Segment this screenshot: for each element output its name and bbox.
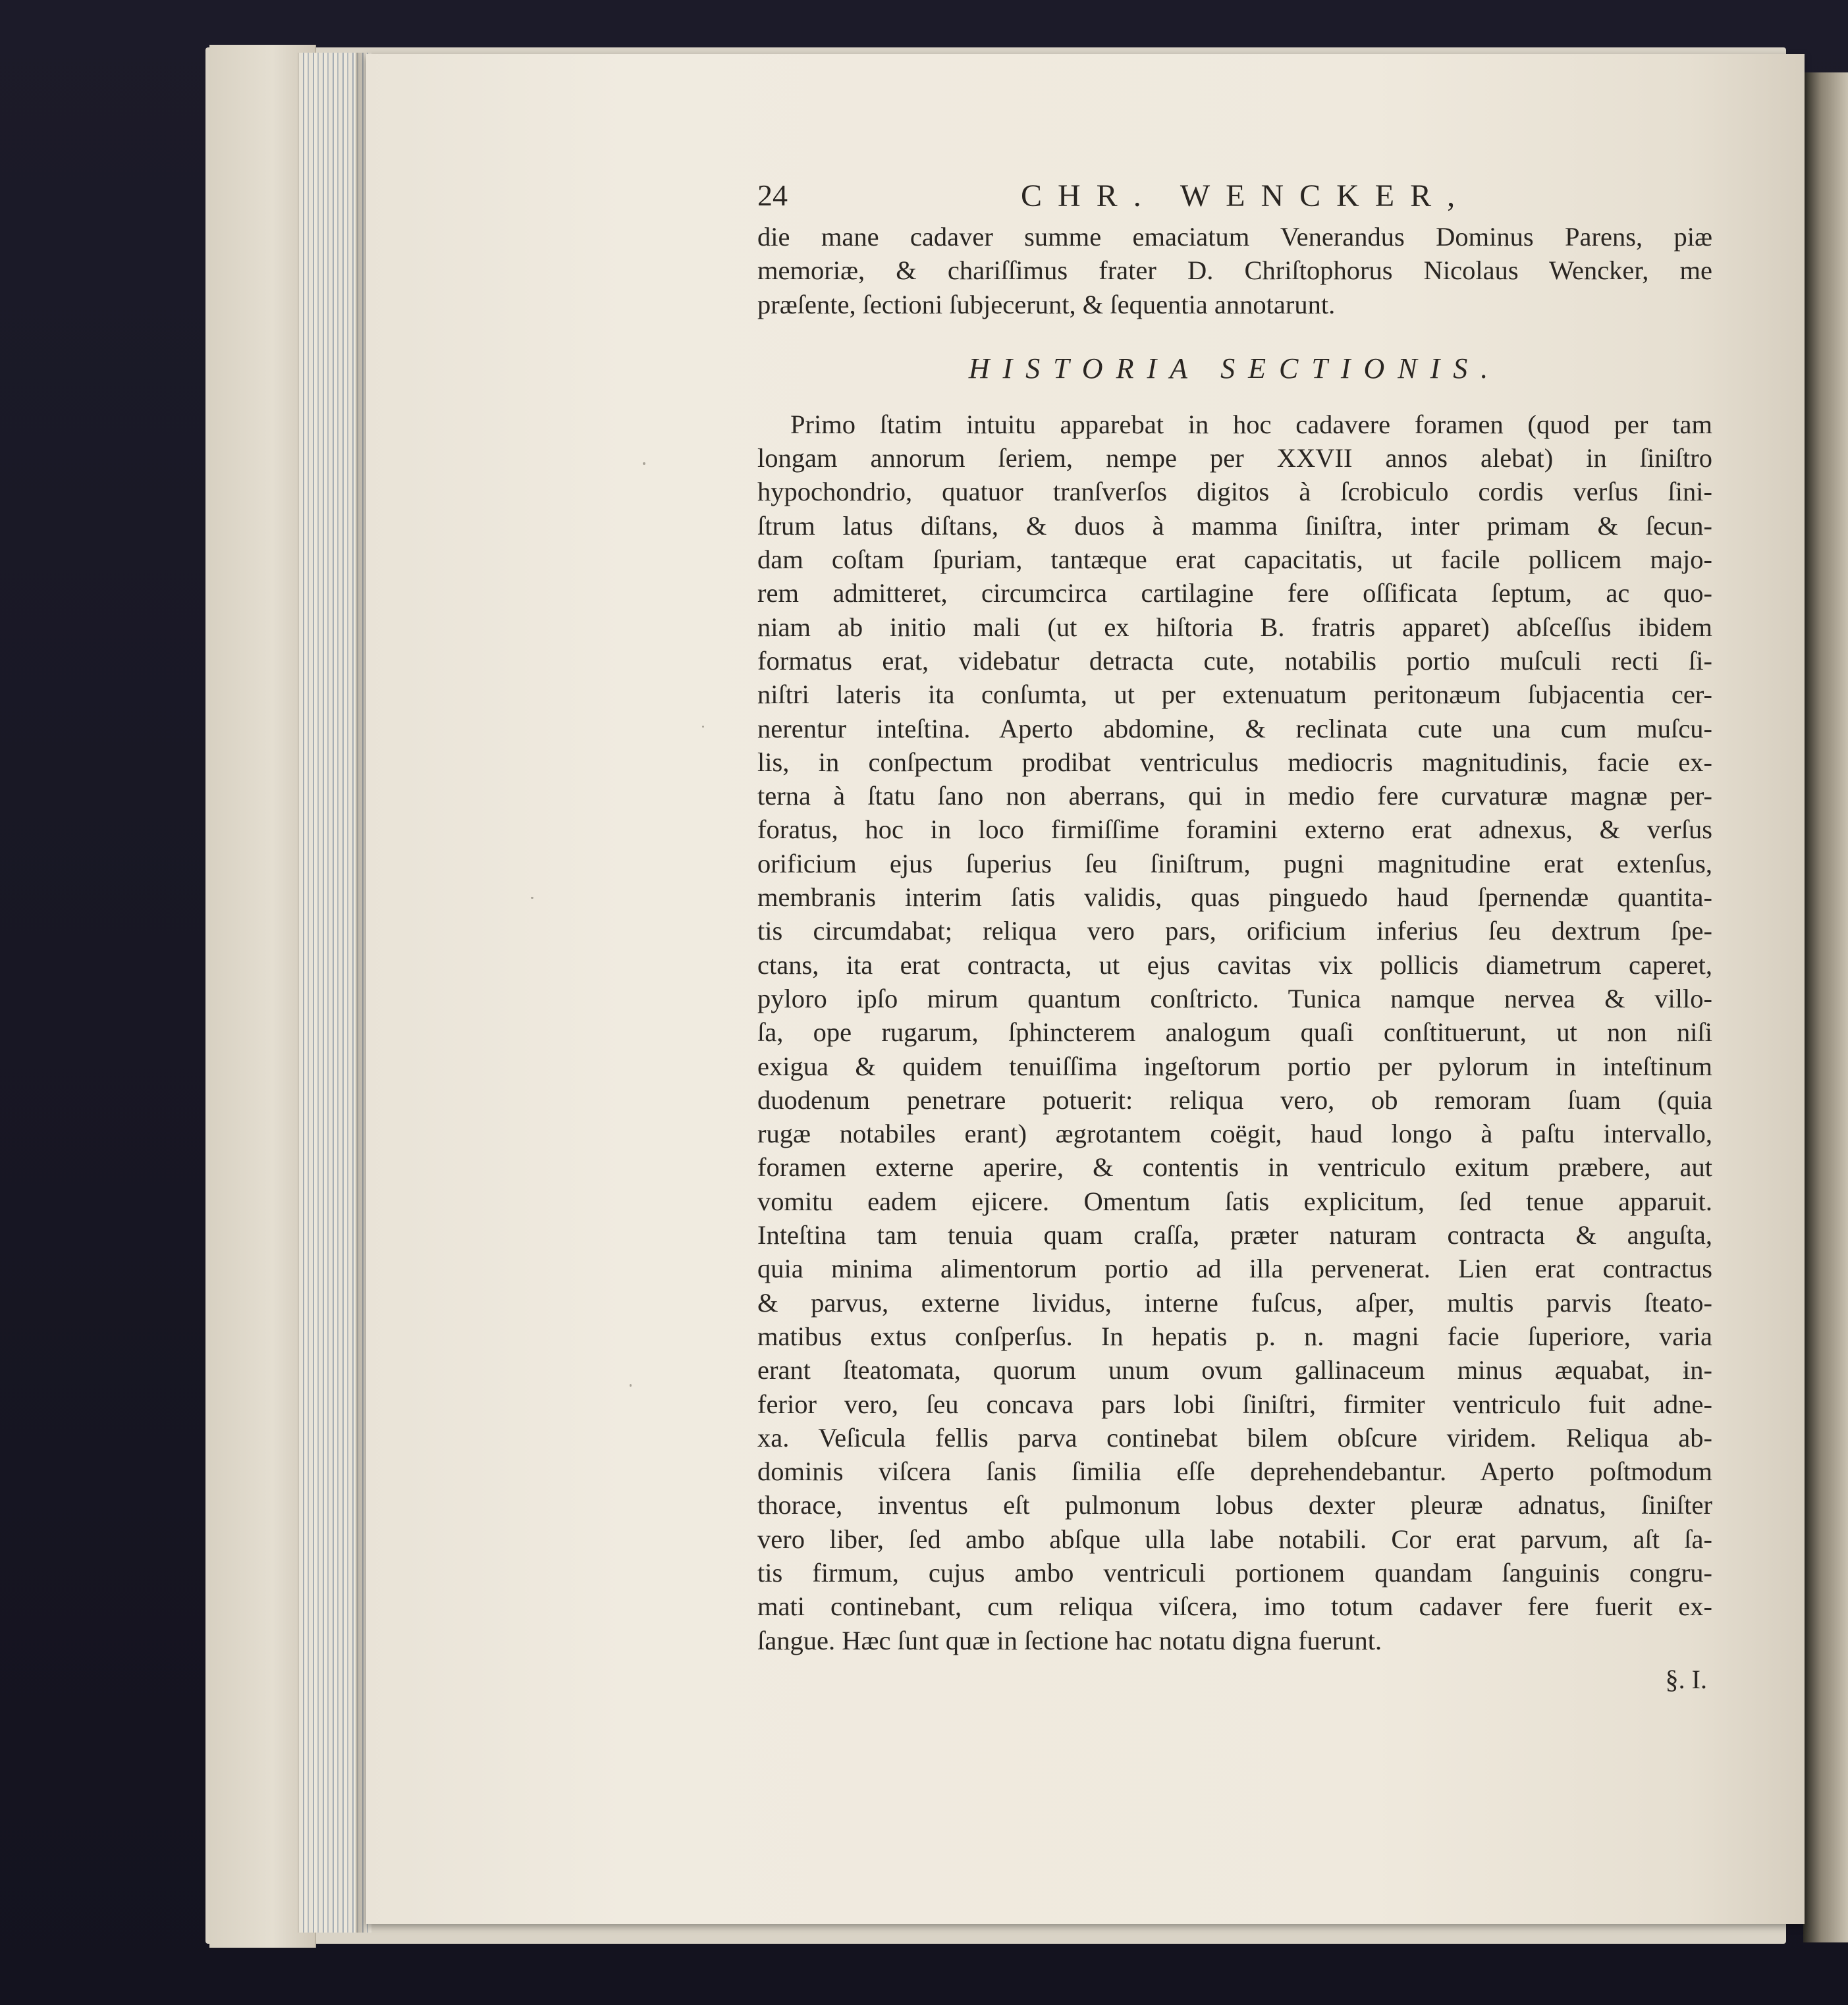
- text-line: dominis viſcera ſanis ſimilia eſſe deprehendebantur. Aperto poſtmodum: [757, 1457, 1712, 1487]
- text-line: duodenum penetrare potuerit: reliqua vero, ob remoram ſuam (quia: [757, 1084, 1712, 1115]
- text-line: niam ab initio mali (ut ex hiſtoria B. fratris apparet) abſceſſus ibidem: [757, 612, 1712, 642]
- text-line: ſa, ope rugarum, ſphincterem analogum quaſi conſtituerunt, ut non niſi: [757, 1017, 1712, 1048]
- text-line: terna à ſtatu ſano non aberrans, qui in medio fere curvaturæ magnæ per-: [757, 781, 1712, 811]
- text-line: & parvus, externe lividus, interne fuſcus, aſper, multis parvis ſteato-: [757, 1287, 1712, 1318]
- text-line: vero liber, ſed ambo abſque ulla labe notabili. Cor erat parvum, aſt ſa-: [757, 1524, 1712, 1554]
- text-line: xa. Veſicula fellis parva continebat bilem obſcure viridem. Reliqua ab-: [757, 1422, 1712, 1453]
- text-line: hypochondrio, quatuor tranſverſos digitos à ſcrobiculo cordis verſus ſini-: [757, 477, 1712, 507]
- text-line: Primo ſtatim intuitu apparebat in hoc cadavere foramen (quod per tam: [790, 409, 1712, 439]
- text-line: die mane cadaver summe emaciatum Venerandus Dominus Parens, piæ: [757, 222, 1712, 252]
- text-line: lis, in conſpectum prodibat ventriculus mediocris magnitudinis, facie ex-: [757, 747, 1712, 777]
- text-line: nerentur inteſtina. Aperto abdomine, & reclinata cute una cum muſcu-: [757, 713, 1712, 743]
- running-title: CHR. WENCKER,: [1021, 178, 1471, 213]
- text-line: rugæ notabiles erant) ægrotantem coëgit, haud longo à paſtu intervallo,: [757, 1119, 1712, 1149]
- paper-speck: [531, 897, 533, 899]
- text-line: pyloro ipſo mirum quantum conſtricto. Tunica namque nervea & villo-: [757, 983, 1712, 1013]
- text-line: orificium ejus ſuperius ſeu ſiniſtrum, pugni magnitudine erat extenſus,: [757, 848, 1712, 878]
- text-line: ſangue. Hæc ſunt quæ in ſectione hac notatu digna fuerunt.: [757, 1625, 1382, 1655]
- text-line: mati continebant, cum reliqua viſcera, imo totum cadaver fere fuerit ex-: [757, 1591, 1712, 1622]
- paper-speck: [630, 1384, 632, 1387]
- text-line: membranis interim ſatis validis, quas pinguedo haud ſpernendæ quantita-: [757, 882, 1712, 913]
- text-line: foratus, hoc in loco firmiſſime foramini externo erat adnexus, & verſus: [757, 815, 1712, 845]
- text-line: rem admitteret, circumcirca cartilagine fere oſſificata ſeptum, ac quo-: [757, 578, 1712, 608]
- text-line: foramen externe aperire, & contentis in ventriculo exitum præbere, aut: [757, 1152, 1712, 1183]
- body-paragraph: [757, 408, 1712, 1657]
- catchword: §. I.: [1665, 1664, 1707, 1694]
- text-line: ctans, ita erat contracta, ut ejus cavitas vix pollicis diametrum caperet,: [757, 949, 1712, 980]
- text-line: matibus extus conſperſus. In hepatis p. n. magni facie ſuperiore, varia: [757, 1321, 1712, 1351]
- text-line: erant ſteatomata, quorum unum ovum gallinaceum minus æquabat, in-: [757, 1355, 1712, 1385]
- text-line: tis circumdabat; reliqua vero pars, orificium inferius ſeu dextrum ſpe-: [757, 916, 1712, 946]
- opening-paragraph: [757, 220, 1712, 321]
- text-line: tis firmum, cujus ambo ventriculi portionem quandam ſanguinis congru-: [757, 1557, 1712, 1588]
- section-heading: HISTORIA SECTIONIS.: [968, 352, 1502, 385]
- facing-page-gutter: [1803, 72, 1848, 1942]
- text-line: dam coſtam ſpuriam, tantæque erat capacitatis, ut facile pollicem majo-: [757, 545, 1712, 575]
- text-line: ferior vero, ſeu concava pars lobi ſiniſtri, firmiter ventriculo fuit adne-: [757, 1389, 1712, 1419]
- paper-speck: [702, 726, 704, 728]
- text-line: vomitu eadem ejicere. Omentum ſatis explicitum, ſed tenue apparuit.: [757, 1186, 1712, 1216]
- text-line: niſtri lateris ita conſumta, ut per extenuatum peritonæum ſubjacentia cer-: [757, 680, 1712, 710]
- text-line: longam annorum ſeriem, nempe per XXVII annos alebat) in ſiniſtro: [757, 443, 1712, 473]
- page-number: 24: [757, 178, 788, 212]
- text-line: exigua & quidem tenuiſſima ingeſtorum portio per pylorum in inteſtinum: [757, 1051, 1712, 1081]
- text-line: Inteſtina tam tenuia quam craſſa, præter naturam contracta & anguſta,: [757, 1220, 1712, 1250]
- text-line: præſente, ſectioni ſubjecerunt, & ſequentia annotarunt.: [757, 289, 1336, 319]
- text-line: memoriæ, & chariſſimus frater D. Chriſtophorus Nicolaus Wencker, me: [757, 255, 1712, 286]
- page-text: [757, 178, 1712, 1695]
- paper-speck: [643, 462, 645, 465]
- text-line: ſtrum latus diſtans, & duos à mamma ſiniſtra, inter primam & ſecun-: [757, 510, 1712, 541]
- running-head: [757, 178, 1712, 220]
- text-line: quia minima alimentorum portio ad illa pervenerat. Lien erat contractus: [757, 1254, 1712, 1284]
- text-line: thorace, inventus eſt pulmonum lobus dexter pleuræ adnatus, ſiniſter: [757, 1490, 1712, 1520]
- text-line: formatus erat, videbatur detracta cute, notabilis portio muſculi recti ſi-: [757, 645, 1712, 676]
